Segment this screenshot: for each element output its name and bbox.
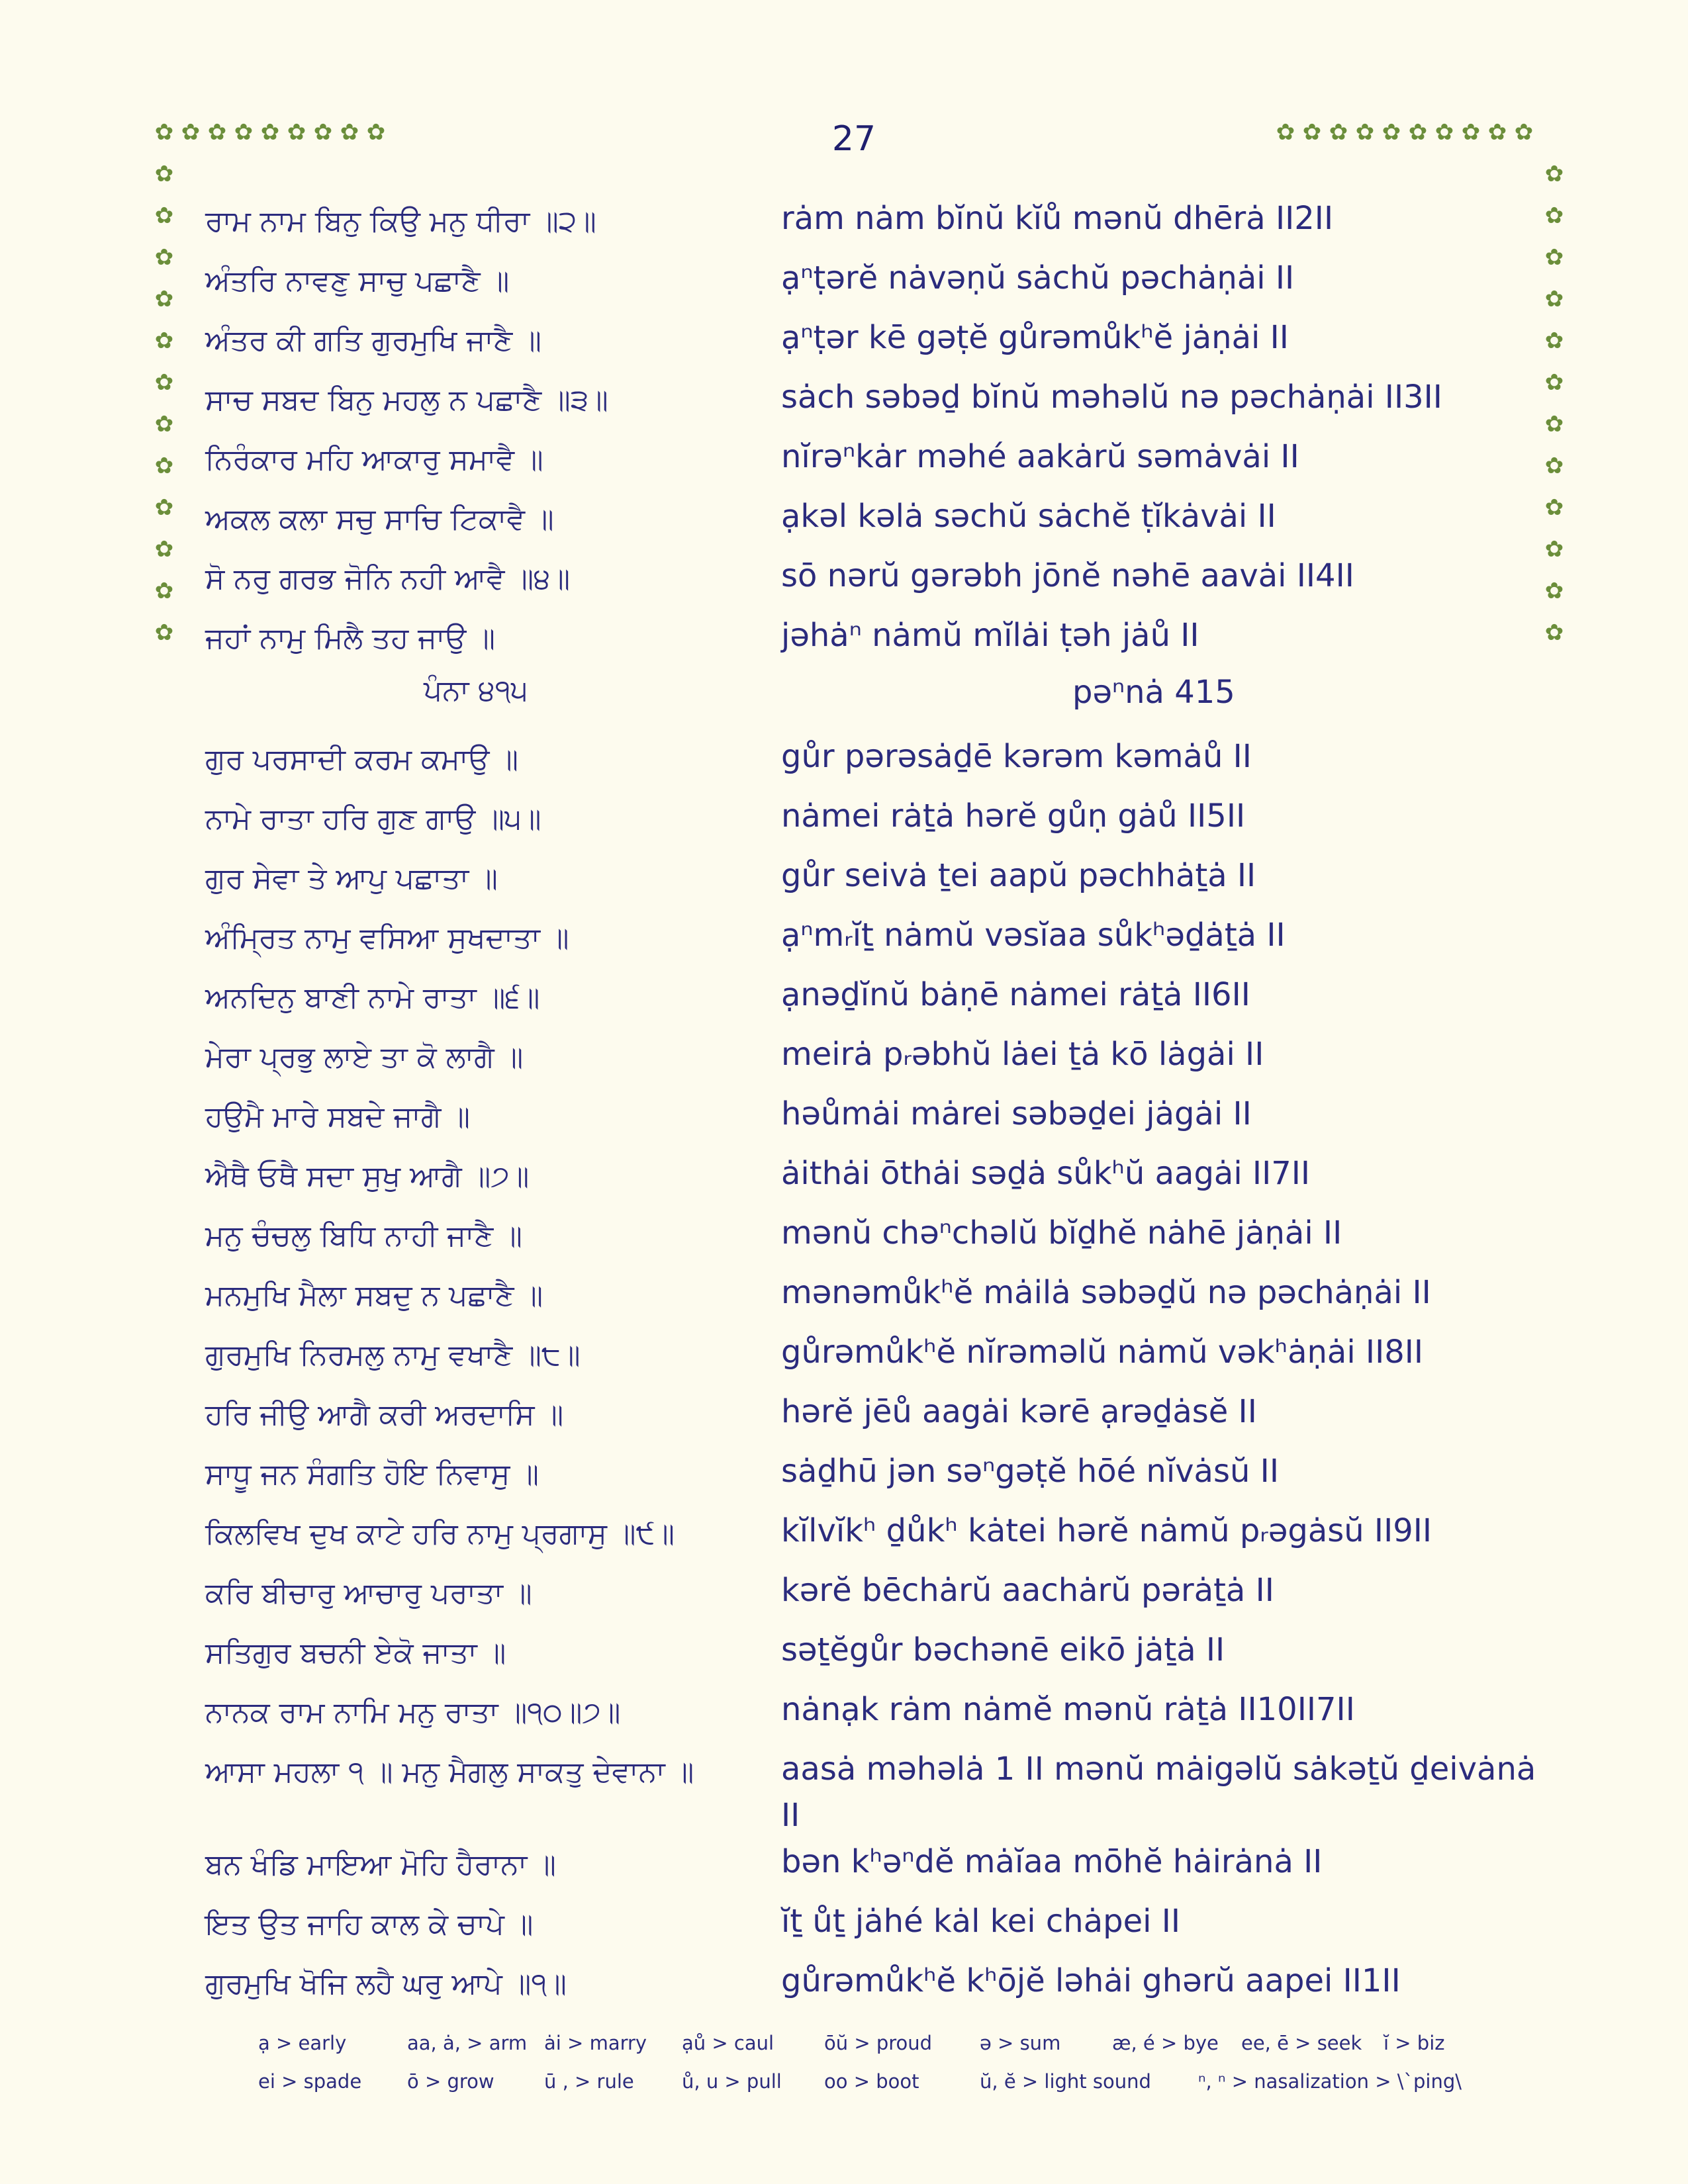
gurmukhi-line: ਸਤਿਗੁਰ ਬਚਨੀ ਏਕੋ ਜਾਤਾ ॥ bbox=[205, 1636, 506, 1670]
transliteration-line: nȧnạk rȧm nȧmĕ mənŭ rȧṯȧ II10II7II bbox=[781, 1691, 1355, 1728]
verse-row bbox=[205, 493, 1529, 553]
transliteration-line: mənəmůkʰĕ mȧilȧ səbəḏŭ nə pəchȧṇȧi II bbox=[781, 1274, 1431, 1311]
transliteration-line: bən kʰəⁿdĕ mȧĭaa mōhĕ hȧirȧnȧ II bbox=[781, 1843, 1323, 1880]
gurmukhi-line: ਅਕਲ ਕਲਾ ਸਚੁ ਸਾਚਿ ਟਿਕਾਵੈ ॥ bbox=[205, 502, 554, 536]
transliteration-line: həůmȧi mȧrei səbəḏei jȧgȧi II bbox=[781, 1095, 1252, 1132]
gurmukhi-line: ਅੰਤਰ ਕੀ ਗਤਿ ਗੁਰਮੁਖਿ ਜਾਣੈ ॥ bbox=[205, 324, 541, 357]
flower-ornament-icon: ✿ bbox=[154, 619, 174, 646]
verse-row bbox=[205, 314, 1529, 374]
transliteration-line: sȧch səbəḏ bĭnŭ məhəlŭ nə pəchȧṇȧi II3II bbox=[781, 379, 1442, 416]
flower-ornament-icon: ✿ bbox=[234, 119, 254, 146]
flower-ornament-icon: ✿ bbox=[340, 119, 359, 146]
flower-ornament-icon: ✿ bbox=[154, 328, 174, 354]
transliteration-line: ạⁿṭərĕ nȧvəṇŭ sȧchŭ pəchȧṇȧi II bbox=[781, 259, 1295, 296]
gurmukhi-line: ਅੰਮ੍ਰਿਤ ਨਾਮੁ ਵਸਿਆ ਸੁਖਦਾਤਾ ॥ bbox=[205, 921, 569, 955]
gurmukhi-line: ਰਾਮ ਨਾਮ ਬਿਨੁ ਕਿਉ ਮਨੁ ਧੀਰਾ ॥੨॥ bbox=[205, 205, 596, 238]
flower-ornament-icon: ✿ bbox=[1276, 119, 1295, 146]
page-number: 27 bbox=[831, 119, 876, 159]
gurmukhi-line: ਸਾਚ ਸਬਦ ਬਿਨੁ ਮਹਲੁ ਨ ਪਛਾਣੈ ॥੩॥ bbox=[205, 383, 608, 417]
pronunciation-key-row-2 bbox=[258, 2070, 1516, 2097]
transliteration-line: ạⁿṭər kē gəṭĕ gůrəmůkʰĕ jȧṇȧi II bbox=[781, 319, 1289, 356]
flower-ornament-icon: ✿ bbox=[154, 411, 174, 437]
transliteration-line: gůrəmůkʰĕ nĭrəməlŭ nȧmŭ vəkʰȧṇȧi II8II bbox=[781, 1334, 1424, 1371]
flower-ornament-icon: ✿ bbox=[207, 119, 227, 146]
gurmukhi-line: ਬਨ ਖੰਡਿ ਮਾਇਆ ਮੋਹਿ ਹੈਰਾਨਾ ॥ bbox=[205, 1848, 556, 1882]
flower-ornament-icon: ✿ bbox=[154, 119, 174, 146]
flower-ornament-icon: ✿ bbox=[1544, 619, 1564, 646]
flower-ornament-icon: ✿ bbox=[1434, 119, 1454, 146]
transliteration-line: ȧithȧi ōthȧi səḏȧ sůkʰŭ aagȧi II7II bbox=[781, 1155, 1311, 1192]
gurmukhi-line: ਗੁਰਮੁਖਿ ਖੋਜਿ ਲਹੈ ਘਰੁ ਆਪੇ ॥੧॥ bbox=[205, 1967, 567, 2001]
gurmukhi-line: ਗੁਰ ਸੇਵਾ ਤੇ ਆਪੁ ਪਛਾਤਾ ॥ bbox=[205, 862, 498, 895]
transliteration-line: səṯĕgůr bəchənē eikō jȧṯȧ II bbox=[781, 1631, 1225, 1668]
transliteration-line: hərĕ jēů aagȧi kərē ạrəḏȧsĕ II bbox=[781, 1393, 1257, 1430]
flower-ornament-icon: ✿ bbox=[154, 578, 174, 604]
gurmukhi-line: ਮੇਰਾ ਪ੍ਰਭੁ ਲਾਏ ਤਾ ਕੋ ਲਾਗੈ ॥ bbox=[205, 1040, 524, 1074]
key-entry: ạ > early bbox=[258, 2032, 347, 2054]
gurmukhi-line: ਹਰਿ ਜੀਉ ਆਗੈ ਕਰੀ ਅਰਦਾਸਿ ॥ bbox=[205, 1398, 564, 1432]
verse-row bbox=[205, 733, 1529, 793]
gurmukhi-line: ਕਰਿ ਬੀਚਾਰੁ ਆਚਾਰੁ ਪਰਾਤਾ ॥ bbox=[205, 1576, 532, 1610]
verse-row bbox=[205, 433, 1529, 493]
transliteration-line: jəhȧⁿ nȧmŭ mĭlȧi ṭəh jȧů II bbox=[781, 617, 1199, 654]
transliteration-line: ạnəḏĭnŭ bȧṇē nȧmei rȧṯȧ II6II bbox=[781, 976, 1250, 1013]
verse-row bbox=[205, 374, 1529, 433]
flower-ornament-icon: ✿ bbox=[287, 119, 306, 146]
flower-ornament-icon: ✿ bbox=[1355, 119, 1375, 146]
flower-ornament-icon: ✿ bbox=[1382, 119, 1401, 146]
verse-row bbox=[205, 1448, 1529, 1508]
flower-ornament-icon: ✿ bbox=[1544, 578, 1564, 604]
verse-row bbox=[205, 793, 1529, 852]
verse-row bbox=[205, 1210, 1529, 1269]
key-entry: ei > spade bbox=[258, 2070, 362, 2093]
verse-row bbox=[205, 1898, 1529, 1958]
key-entry: ⁿ, ⁿ > nasalization > \`ping\ bbox=[1198, 2070, 1462, 2093]
key-entry: æ, é > bye bbox=[1112, 2032, 1219, 2054]
transliteration-line: aasȧ məhəlȧ 1 II mənŭ mȧigəlŭ sȧkəṯŭ ḏeivȧnȧ II bbox=[781, 1751, 1536, 1834]
gurmukhi-line: ਅਨਦਿਨੁ ਬਾਣੀ ਨਾਮੇ ਰਾਤਾ ॥੬॥ bbox=[205, 981, 540, 1015]
panna-heading-transliteration: pəⁿnȧ 415 bbox=[1072, 674, 1235, 711]
key-entry: ů, u > pull bbox=[682, 2070, 782, 2093]
key-entry: aa, ȧ, > arm bbox=[407, 2032, 528, 2054]
gurmukhi-line: ਸੋ ਨਰੁ ਗਰਭ ਜੋਨਿ ਨਹੀ ਆਵੈ ॥੪॥ bbox=[205, 562, 571, 596]
flower-ornament-icon: ✿ bbox=[154, 536, 174, 563]
flower-ornament-icon: ✿ bbox=[1487, 119, 1507, 146]
flower-ornament-icon: ✿ bbox=[1329, 119, 1348, 146]
transliteration-line: kĭlvĭkʰ ḏůkʰ kȧtei hərĕ nȧmŭ pᵣəgȧsŭ II9II bbox=[781, 1512, 1432, 1549]
transliteration-line: mənŭ chəⁿchəlŭ bĭḏhĕ nȧhē jȧṇȧi II bbox=[781, 1214, 1342, 1251]
flower-ornament-icon: ✿ bbox=[1408, 119, 1428, 146]
transliteration-line: nĭrəⁿkȧr məhé aakȧrŭ səmȧvȧi II bbox=[781, 438, 1299, 475]
verse-row bbox=[205, 612, 1529, 672]
transliteration-line: sō nərŭ gərəbh jōnĕ nəhē aavȧi II4II bbox=[781, 557, 1354, 594]
gurmukhi-line: ਇਤ ਉਤ ਜਾਹਿ ਕਾਲ ਕੇ ਚਾਪੇ ॥ bbox=[205, 1907, 534, 1941]
verse-row bbox=[205, 1746, 1536, 1834]
gurmukhi-line: ਮਨੁ ਚੰਚਲੁ ਬਿਧਿ ਨਾਹੀ ਜਾਣੈ ॥ bbox=[205, 1219, 522, 1253]
panna-heading-gurmukhi: ਪੰਨਾ ੪੧੫ bbox=[424, 674, 528, 707]
verse-row bbox=[205, 1508, 1529, 1567]
flower-ornament-icon: ✿ bbox=[366, 119, 386, 146]
verse-row bbox=[205, 912, 1529, 972]
transliteration-line: nȧmei rȧṯȧ hərĕ gůṇ gȧů II5II bbox=[781, 797, 1246, 835]
verse-row bbox=[205, 972, 1529, 1031]
flower-ornament-icon: ✿ bbox=[313, 119, 333, 146]
verse-row bbox=[205, 1686, 1529, 1746]
transliteration-line: sȧḏhū jən səⁿgəṭĕ hōé nĭvȧsŭ II bbox=[781, 1453, 1279, 1490]
verse-row bbox=[205, 1627, 1529, 1686]
gurmukhi-line: ਨਿਰੰਕਾਰ ਮਹਿ ਆਕਾਰੁ ਸਮਾਵੈ ॥ bbox=[205, 443, 543, 477]
verse-row bbox=[205, 1388, 1529, 1448]
key-entry: ee, ē > seek bbox=[1241, 2032, 1362, 2054]
verse-row bbox=[205, 1269, 1529, 1329]
gurmukhi-line: ਸਾਧੂ ਜਨ ਸੰਗਤਿ ਹੋਇ ਨਿਵਾਸੁ ॥ bbox=[205, 1457, 539, 1491]
verse-row bbox=[205, 1567, 1529, 1627]
verse-row bbox=[205, 195, 1529, 255]
flower-ornament-icon: ✿ bbox=[1544, 161, 1564, 187]
flower-ornament-icon: ✿ bbox=[1544, 203, 1564, 229]
gurmukhi-line: ਗੁਰ ਪਰਸਾਦੀ ਕਰਮ ਕਮਾਉ ॥ bbox=[205, 743, 519, 776]
gurmukhi-line: ਨਾਨਕ ਰਾਮ ਨਾਮਿ ਮਨੁ ਰਾਤਾ ॥੧੦॥੭॥ bbox=[205, 1696, 621, 1729]
flower-ornament-icon: ✿ bbox=[1514, 119, 1534, 146]
gurmukhi-line: ਮਨਮੁਖਿ ਮੈਲਾ ਸਬਦੁ ਨ ਪਛਾਣੈ ॥ bbox=[205, 1279, 543, 1312]
pronunciation-key-row-1 bbox=[258, 2032, 1516, 2058]
verse-row bbox=[205, 1839, 1529, 1898]
transliteration-line: rȧm nȧm bĭnŭ kĭů mənŭ dhērȧ II2II bbox=[781, 200, 1334, 237]
verse-row bbox=[205, 553, 1529, 612]
verse-row bbox=[205, 255, 1529, 314]
verse-row bbox=[205, 1150, 1529, 1210]
flower-ornament-icon: ✿ bbox=[154, 494, 174, 521]
flower-ornament-icon: ✿ bbox=[154, 244, 174, 271]
flower-ornament-icon: ✿ bbox=[154, 286, 174, 312]
key-entry: ĭ > biz bbox=[1383, 2032, 1445, 2054]
transliteration-line: ạⁿmᵣĭṯ nȧmŭ vəsĭaa sůkʰəḏȧṯȧ II bbox=[781, 917, 1286, 954]
gurmukhi-line: ਅੰਤਰਿ ਨਾਵਣੁ ਸਾਚੁ ਪਛਾਣੈ ॥ bbox=[205, 264, 510, 298]
key-entry: ŭ, ĕ > light sound bbox=[980, 2070, 1151, 2093]
verse-row bbox=[205, 1091, 1529, 1150]
flower-ornament-icon: ✿ bbox=[1544, 244, 1564, 271]
flower-ornament-icon: ✿ bbox=[181, 119, 201, 146]
flower-ornament-icon: ✿ bbox=[1461, 119, 1481, 146]
transliteration-line: kərĕ bēchȧrŭ aachȧrŭ pərȧṯȧ II bbox=[781, 1572, 1274, 1609]
key-entry: ō > grow bbox=[407, 2070, 494, 2093]
transliteration-line: gůrəmůkʰĕ kʰōjĕ ləhȧi ghərŭ aapei II1II bbox=[781, 1962, 1401, 1999]
key-entry: ə > sum bbox=[980, 2032, 1061, 2054]
flower-ornament-icon: ✿ bbox=[1544, 328, 1564, 354]
flower-ornament-icon: ✿ bbox=[1544, 536, 1564, 563]
key-entry: ȧi > marry bbox=[544, 2032, 647, 2054]
flower-ornament-icon: ✿ bbox=[154, 453, 174, 479]
flower-ornament-icon: ✿ bbox=[1544, 411, 1564, 437]
key-entry: ōŭ > proud bbox=[824, 2032, 933, 2054]
gurmukhi-line: ਕਿਲਵਿਖ ਦੁਖ ਕਾਟੇ ਹਰਿ ਨਾਮੁ ਪ੍ਰਗਾਸੁ ॥੯॥ bbox=[205, 1517, 675, 1551]
gurmukhi-line: ਜਹਾਂ ਨਾਮੁ ਮਿਲੈ ਤਹ ਜਾਉ ॥ bbox=[205, 621, 495, 655]
gurmukhi-line: ਗੁਰਮੁਖਿ ਨਿਰਮਲੁ ਨਾਮੁ ਵਖਾਣੈ ॥੮॥ bbox=[205, 1338, 581, 1372]
flower-ornament-icon: ✿ bbox=[1544, 369, 1564, 396]
flower-ornament-icon: ✿ bbox=[1544, 494, 1564, 521]
transliteration-line: gůr seivȧ ṯei aapŭ pəchhȧṯȧ II bbox=[781, 857, 1256, 894]
verse-row bbox=[205, 852, 1529, 912]
transliteration-line: ạkəl kəlȧ səchŭ sȧchĕ ṭĭkȧvȧi II bbox=[781, 498, 1276, 535]
flower-ornament-icon: ✿ bbox=[154, 369, 174, 396]
gurmukhi-line: ਹਉਮੈ ਮਾਰੇ ਸਬਦੇ ਜਾਗੈ ॥ bbox=[205, 1100, 471, 1134]
transliteration-line: ĭṯ ůṯ jȧhé kȧl kei chȧpei II bbox=[781, 1903, 1181, 1940]
flower-ornament-icon: ✿ bbox=[1544, 453, 1564, 479]
key-entry: oo > boot bbox=[824, 2070, 919, 2093]
gurmukhi-line: ਆਸਾ ਮਹਲਾ ੧ ॥ ਮਨੁ ਮੈਗਲੁ ਸਾਕਤੁ ਦੇਵਾਨਾ ॥ bbox=[205, 1755, 694, 1789]
verse-row bbox=[205, 1031, 1529, 1091]
flower-ornament-icon: ✿ bbox=[154, 203, 174, 229]
flower-ornament-icon: ✿ bbox=[260, 119, 280, 146]
flower-ornament-icon: ✿ bbox=[1544, 286, 1564, 312]
gurmukhi-line: ਨਾਮੇ ਰਾਤਾ ਹਰਿ ਗੁਣ ਗਾਉ ॥੫॥ bbox=[205, 802, 541, 836]
key-entry: ū , > rule bbox=[544, 2070, 634, 2093]
verse-row bbox=[205, 1329, 1529, 1388]
verse-row bbox=[205, 1958, 1529, 2017]
flower-ornament-icon: ✿ bbox=[154, 161, 174, 187]
transliteration-line: gůr pərəsȧḏē kərəm kəmȧů II bbox=[781, 738, 1252, 775]
key-entry: ạů > caul bbox=[682, 2032, 774, 2054]
transliteration-line: meirȧ pᵣəbhŭ lȧei ṯȧ kō lȧgȧi II bbox=[781, 1036, 1264, 1073]
flower-ornament-icon: ✿ bbox=[1302, 119, 1322, 146]
gurmukhi-line: ਐਥੈ ਓਥੈ ਸਦਾ ਸੁਖੁ ਆਗੈ ॥੭॥ bbox=[205, 1160, 530, 1193]
